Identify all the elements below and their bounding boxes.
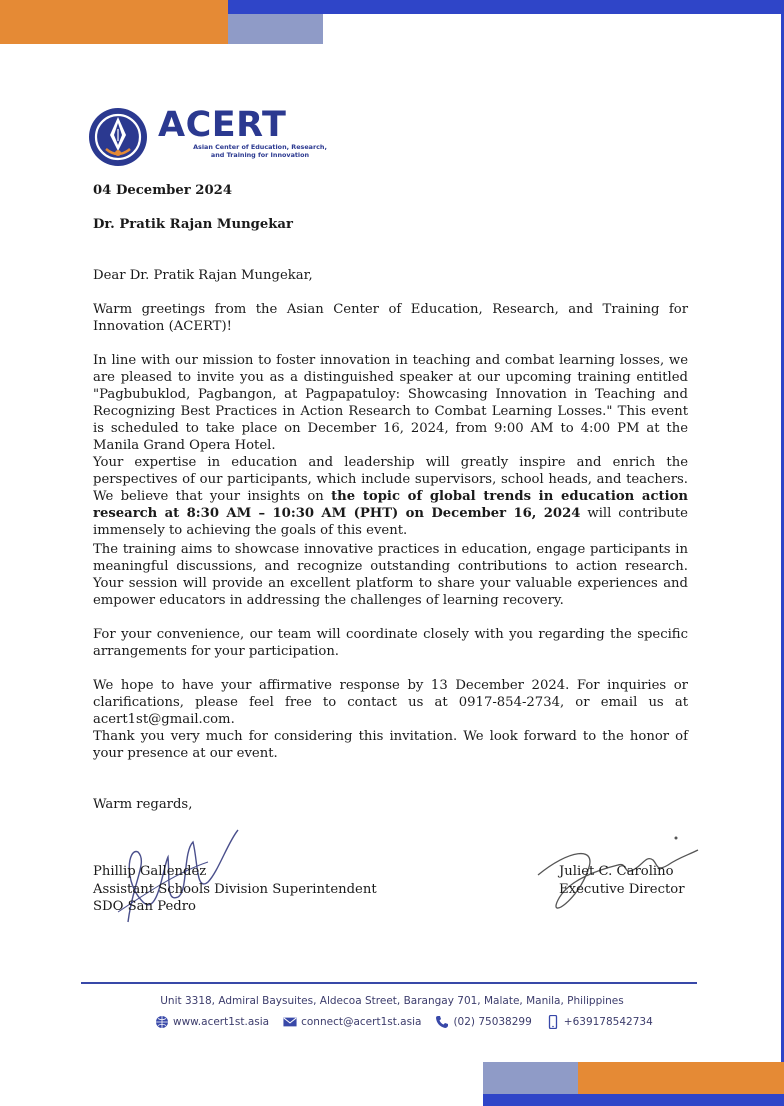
- closing: Warm regards,: [93, 797, 193, 812]
- paragraph-coordination: For your convenience, our team will coordinate closely with you regarding the specific arrangements for your participation.: [93, 627, 688, 659]
- mobile-icon: [546, 1015, 560, 1029]
- paragraph-greeting: Warm greetings from the Asian Center of Education, Research, and Training for Innovation (ACERT)!: [93, 302, 688, 334]
- header-orange-bar: [0, 0, 228, 44]
- footer-address: Unit 3318, Admiral Baysuites, Aldecoa Street, Barangay 701, Malate, Manila, Philippines: [160, 995, 624, 1007]
- phone-icon: [435, 1015, 449, 1029]
- globe-icon: [155, 1015, 169, 1029]
- acert-logo: [88, 107, 348, 169]
- left-signatory-office: SDO San Pedro: [93, 899, 196, 914]
- footer-phone[interactable]: (02) 75038299: [435, 1015, 531, 1029]
- left-signatory-block: [93, 863, 377, 916]
- header-grey-bar: [228, 14, 323, 44]
- right-signatory-name: Juliet C. Carolino: [559, 864, 674, 879]
- footer-mobile[interactable]: +639178542734: [546, 1015, 653, 1029]
- logo-wordmark: ACERT: [158, 105, 287, 145]
- footer-blue-bar: [483, 1094, 784, 1106]
- left-signatory-title: Assistant Schools Division Superintendent: [93, 881, 377, 897]
- right-signatory-title: Executive Director: [559, 881, 685, 897]
- paragraph-expertise: Your expertise in education and leadership will greatly inspire and enrich the perspectives of our participants, which include supervisors, school heads, and teachers. We believe that your insights on the topic of global trends in education action research at 8:30 AM – 10:30 AM (PHT) on December 16, 2024 will contribute immensely to achieving the goals of this event.: [93, 455, 688, 538]
- header-blue-bar: [228, 0, 784, 14]
- letter-date: 04 December 2024: [93, 183, 232, 198]
- paragraph-training-aims: The training aims to showcase innovative practices in education, engage participants in meaningful discussions, and recognize outstanding contributions to action research. Your session will provide an excellent platform to share your valuable experiences and empower educators in addressing the challenges of learning recovery.: [93, 542, 688, 608]
- footer-divider: [81, 982, 697, 984]
- footer-email[interactable]: connect@acert1st.asia: [283, 1015, 421, 1029]
- logo-tagline: Asian Center of Education, Research, and Training for Innovation: [193, 143, 327, 159]
- acert-emblem-icon: [88, 107, 148, 167]
- salutation: Dear Dr. Pratik Rajan Mungekar,: [93, 268, 313, 283]
- session-topic-highlight: the topic of global trends in education action research at 8:30 AM – 10:30 AM (PHT) on December 16, 2024: [93, 489, 688, 521]
- paragraph-thanks: Thank you very much for considering this invitation. We look forward to the honor of your presence at our event.: [93, 729, 688, 761]
- footer-website[interactable]: www.acert1st.asia: [155, 1015, 269, 1029]
- recipient-name: Dr. Pratik Rajan Mungekar: [93, 217, 293, 232]
- right-signatory-block: [559, 863, 685, 898]
- paragraph-invitation: In line with our mission to foster innovation in teaching and combat learning losses, we are pleased to invite you as a distinguished speaker at our upcoming training entitled "Pagbubuklod, Pagbangon, at Pagpapatuloy: Showcasing Innovation in Teaching and Recognizing Best Practices in Action Research to Combat Learning Losses." This event is scheduled to take place on December 16, 2024, from 9:00 AM to 4:00 PM at the Manila Grand Opera Hotel.: [93, 353, 688, 453]
- envelope-icon: [283, 1015, 297, 1029]
- left-signatory-name: Phillip Gallendez: [93, 864, 207, 879]
- footer-contacts: [155, 1015, 653, 1029]
- paragraph-response-request: We hope to have your affirmative response by 13 December 2024. For inquiries or clarifications, please feel free to contact us at 0917-854-2734, or email us at acert1st@gmail.com.: [93, 678, 688, 727]
